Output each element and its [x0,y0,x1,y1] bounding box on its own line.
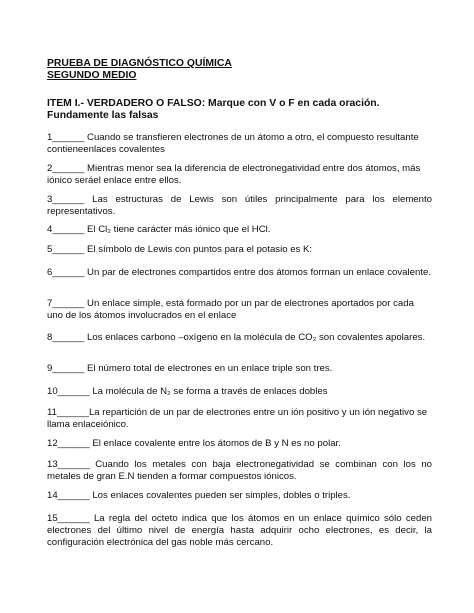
question-12: 12______ El enlace covalente entre los átomos de B y N es no polar. [47,438,341,449]
question-5: 5______ El símbolo de Lewis con puntos para el potasio es K: [47,244,313,255]
question-2: 2______ Mientras menor sea la diferencia de electronegatividad entre dos átomos, más iónico seráel enlace entre ellos. [47,163,421,187]
question-3: 3______ Las estructuras de Lewis son útiles principalmente para los elemento representativos. [47,194,432,218]
question-1: 1______ Cuando se transfieren electrones de un átomo a otro, el compuesto resultante contieneenlaces covalentes [47,132,419,156]
question-15: 15______ La regla del octeto indica que los átomos en un enlace químico sólo ceden electrones del último nivel de energía hasta adquirir ocho electrones, es decir, la configuración electrónica del gas noble más cercano. [47,513,432,549]
question-6: 6______ Un par de electrones compartidos entre dos átomos forman un enlace covalente. [47,267,431,278]
section-title: ITEM I.- VERDADERO O FALSO: Marque con V o F en cada oración. Fundamente las falsas [47,98,380,121]
question-11: 11______La repartición de un par de electrones entre un ión positivo y un ión negativo se llama enlaceiónico. [47,407,428,431]
document-title: PRUEBA DE DIAGNÓSTICO QUÍMICA [47,58,232,69]
document-subtitle: SEGUNDO MEDIO [47,69,137,81]
question-8: 8______ Los enlaces carbono –oxígeno en la molécula de CO₂ son covalentes apolares. [47,332,426,343]
document-header [47,58,232,81]
question-14: 14______ Los enlaces covalentes pueden ser simples, dobles o triples. [47,490,351,501]
question-7: 7______ Un enlace simple, está formado por un par de electrones aportados por cada uno de los átomos involucrados en el enlace [47,298,414,322]
question-4: 4______ El Cl₂ tiene carácter más iónico que el HCl. [47,224,271,235]
question-9: 9______ El número total de electrones en un enlace triple son tres. [47,363,333,374]
question-10: 10______ La molécula de N₂ se forma a través de enlaces dobles [47,386,328,397]
question-13: 13______ Cuando los metales con baja electronegatividad se combinan con los no metales de gran E.N tienden a formar compuestos iónicos. [47,459,432,483]
